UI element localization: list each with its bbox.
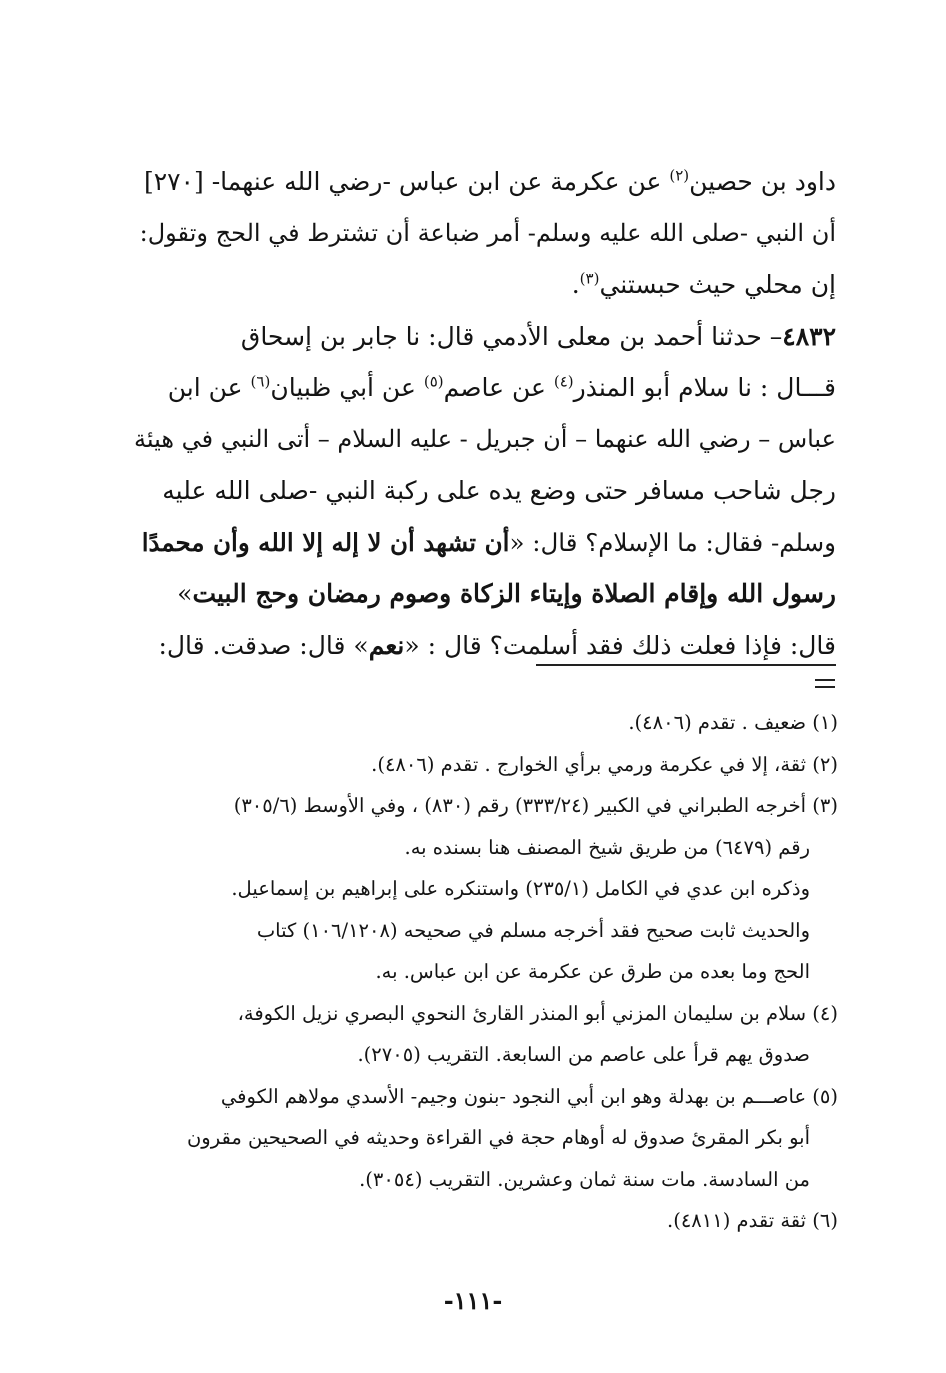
footnote-line: (٣) أخرجه الطبراني في الكبير (٣٣٣/٢٤) رقم (٨٣٠) ، وفي الأوسط (٣٠٥/٦) bbox=[233, 794, 838, 817]
footnote-line: رقم (٦٤٧٩) من طريق شيخ المصنف هنا بسنده به. bbox=[404, 835, 810, 859]
footnote-line: من السادسة. مات سنة ثمان وعشرين. التقريب (٣٠٥٤). bbox=[359, 1167, 810, 1191]
footnote-marker: (٥) bbox=[423, 372, 444, 391]
text-line: أن النبي -صلى الله عليه وسلم- أمر ضباعة أن تشترط في الحج وتقول: bbox=[139, 218, 836, 247]
text-span: » bbox=[177, 579, 193, 608]
text-line: قـــال : نا سلام أبو المنذر$^{(٤)}$ عن عاصم$^{(٥)}$ عن أبي ظبيان$^{(٦)}$ عن ابن bbox=[167, 372, 836, 402]
footnote-separator bbox=[536, 664, 836, 666]
text-span: » قال: صدقت. قال: bbox=[158, 630, 369, 660]
footnote-marker: (٦) bbox=[250, 372, 271, 391]
text-line: رجل شاحب مسافر حتى وضع يده على ركبة النبي -صلى الله عليه bbox=[162, 476, 836, 505]
bold-text: رسول الله وإقام الصلاة وإيتاء الزكاة وصوم رمضان وحج البيت bbox=[192, 579, 836, 608]
bold-text: نعم bbox=[368, 630, 405, 660]
bold-text: أن تشهد أن لا إله إلا الله وأن محمدًا bbox=[141, 527, 510, 557]
footnote-line: صدوق يهم قرأ على عاصم من السابعة. التقريب (٢٧٠٥). bbox=[357, 1043, 810, 1066]
main-text bbox=[130, 156, 836, 671]
hadith-line bbox=[130, 311, 836, 363]
footnote-line: (٢) ثقة، إلا في عكرمة ورمي برأي الخوارج . تقدم (٤٨٠٦). bbox=[371, 752, 838, 776]
footnote-line: (٤) سلام بن سليمان المزني أبو المنذر القارئ النحوي البصري نزيل الكوفة، bbox=[237, 1001, 838, 1025]
text-line bbox=[130, 517, 836, 569]
text-line: إن محلي حيث حبستني$^{(٣)}$. bbox=[571, 269, 836, 299]
text-span: قال: فإذا فعلت ذلك فقد أسلمت؟ قال : « bbox=[404, 630, 836, 660]
footnotes bbox=[130, 702, 838, 1242]
footnote-marker: (٢) bbox=[669, 166, 690, 185]
text-line bbox=[130, 568, 836, 620]
text-line: داود بن حصين$^{(٢)}$ عن عكرمة عن ابن عباس -رضي الله عنهما- [٢٧٠] bbox=[143, 166, 836, 196]
footnote-line: (٦) ثقة تقدم (٤٨١١). bbox=[667, 1209, 838, 1232]
footnote-line: (١) ضعيف . تقدم (٤٨٠٦). bbox=[628, 711, 838, 734]
text-span: وسلم- فقال: ما الإسلام؟ قال: « bbox=[509, 527, 836, 557]
double-rule-mark bbox=[815, 679, 835, 688]
footnote-line: أبو بكر المقرئ صدوق له أوهام حجة في القراءة وحديثه في الصحيحين مقرون bbox=[186, 1126, 810, 1149]
text-line: عباس – رضي الله عنهما – أن جبريل - عليه السلام – أتى النبي في هيئة bbox=[133, 424, 836, 453]
hadith-number: ٤٨٣٢ bbox=[782, 321, 836, 351]
footnote-line: وذكره ابن عدي في الكامل (٢٣٥/١) واستنكره على إبراهيم بن إسماعيل. bbox=[231, 877, 810, 900]
footnote-marker: (٤) bbox=[553, 372, 574, 391]
footnote-line: والحديث ثابت صحيح فقد أخرجه مسلم في صحيحه (١٠٦/١٢٠٨) كتاب bbox=[256, 918, 810, 942]
page-number: -١١١- bbox=[443, 1286, 503, 1315]
footnote-line: (٥) عاصـــم بن بهدلة وهو ابن أبي النجود -بنون وجيم- الأسدي مولاهم الكوفي bbox=[220, 1084, 838, 1108]
footnote-line: الحج وما بعده من طرق عن عكرمة عن ابن عباس. به. bbox=[375, 960, 810, 983]
footnote-marker: (٣) bbox=[579, 269, 600, 288]
text-span: – حدثنا أحمد بن معلى الأدمي قال: نا جابر بن إسحاق bbox=[240, 321, 783, 351]
